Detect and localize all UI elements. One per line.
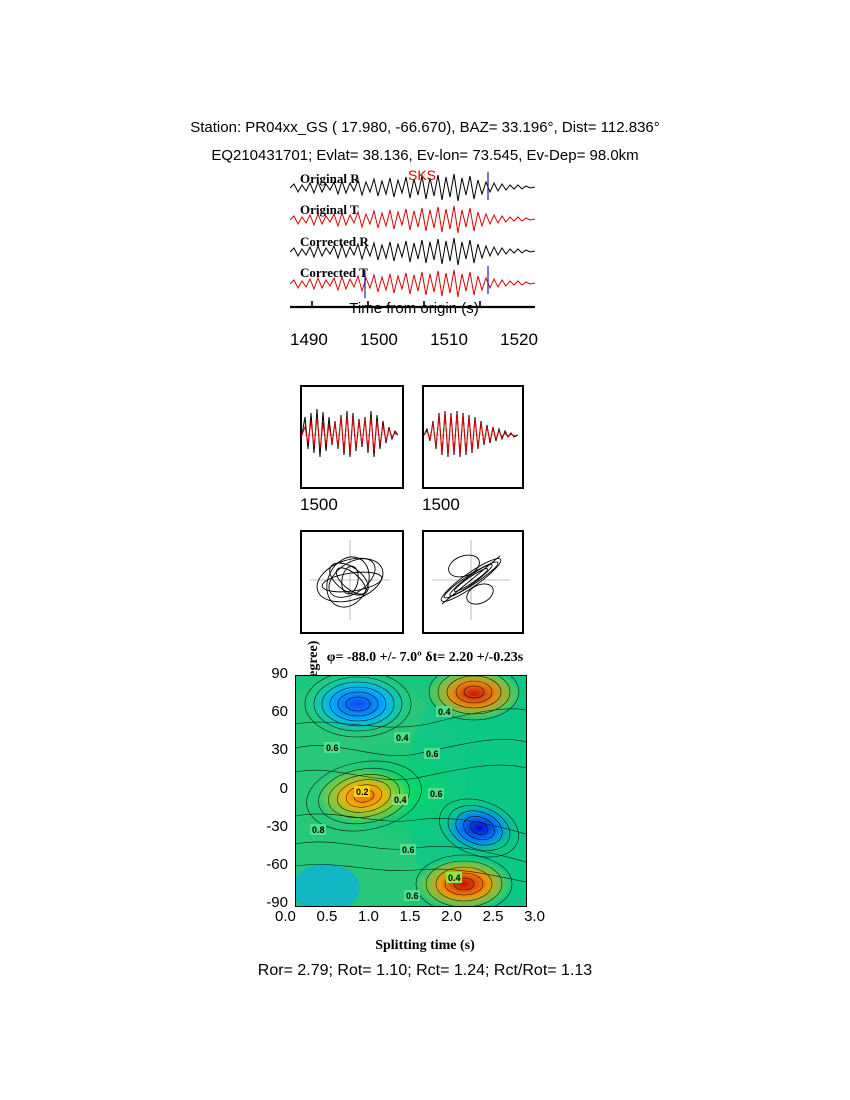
waveform-tick: 1520 <box>500 330 538 349</box>
contour-y-ticks <box>248 665 288 911</box>
svg-text:0.4: 0.4 <box>438 707 451 717</box>
header-line-event: EQ210431701; Evlat= 38.136, Ev-lon= 73.545, Ev-Dep= 98.0km <box>211 147 639 164</box>
x-tick: 0.0 <box>275 908 296 925</box>
y-tick: -60 <box>266 856 288 873</box>
contour-x-ticks <box>275 908 545 925</box>
label-corrected-r: Corrected R <box>300 234 369 249</box>
x-tick: 1.5 <box>399 908 421 925</box>
svg-text:0.6: 0.6 <box>326 743 339 753</box>
svg-text:0.2: 0.2 <box>356 787 369 797</box>
y-tick: -30 <box>266 818 288 835</box>
label-corrected-t: Corrected T <box>300 265 368 280</box>
label-original-t: Original T <box>300 202 359 217</box>
x-tick: 2.0 <box>441 908 462 925</box>
header-line-station: Station: PR04xx_GS ( 17.980, -66.670), BAZ= 33.196°, Dist= 112.836° <box>190 119 660 136</box>
y-tick: 90 <box>271 665 288 682</box>
waveform-axis-title: Time from origin (s) <box>349 300 479 317</box>
svg-text:0.4: 0.4 <box>394 795 407 805</box>
splitting-error-surface-plot <box>295 675 527 907</box>
splitting-result-text: φ= -88.0 +/- 7.0º δt= 2.20 +/-0.23s <box>326 650 524 665</box>
panel-uncorrected-waveforms <box>300 385 404 489</box>
y-tick: 60 <box>271 703 288 720</box>
panel-corrected-tick: 1500 <box>422 495 460 514</box>
svg-text:0.6: 0.6 <box>426 749 439 759</box>
panel-uncorrected-tick: 1500 <box>300 495 338 514</box>
y-tick: 0 <box>279 780 288 797</box>
particle-motion-corrected <box>422 530 524 634</box>
svg-text:0.6: 0.6 <box>402 845 415 855</box>
label-original-r: Original R <box>300 171 360 186</box>
y-tick: 30 <box>271 741 288 758</box>
x-tick: 1.0 <box>358 908 379 925</box>
x-tick: 3.0 <box>524 908 545 925</box>
waveform-tick-labels <box>290 330 538 350</box>
svg-text:0.6: 0.6 <box>406 891 419 901</box>
svg-text:0.4: 0.4 <box>396 733 409 743</box>
svg-text:0.6: 0.6 <box>430 789 443 799</box>
contour-x-axis-label: Splitting time (s) <box>375 938 475 953</box>
svg-text:0.8: 0.8 <box>312 825 325 835</box>
svg-text:0.4: 0.4 <box>448 873 461 883</box>
y-tick: -90 <box>266 894 288 911</box>
x-tick: 0.5 <box>316 908 338 925</box>
waveform-tick: 1500 <box>360 330 398 349</box>
waveform-tick: 1510 <box>430 330 468 349</box>
x-tick: 2.5 <box>482 908 504 925</box>
panel-corrected-waveforms <box>422 385 524 489</box>
waveform-tick: 1490 <box>290 330 328 349</box>
sks-phase-marker-label: SKS <box>408 167 437 183</box>
quality-metrics-footer: Ror= 2.79; Rot= 1.10; Rct= 1.24; Rct/Rot= 1.13 <box>257 962 593 979</box>
